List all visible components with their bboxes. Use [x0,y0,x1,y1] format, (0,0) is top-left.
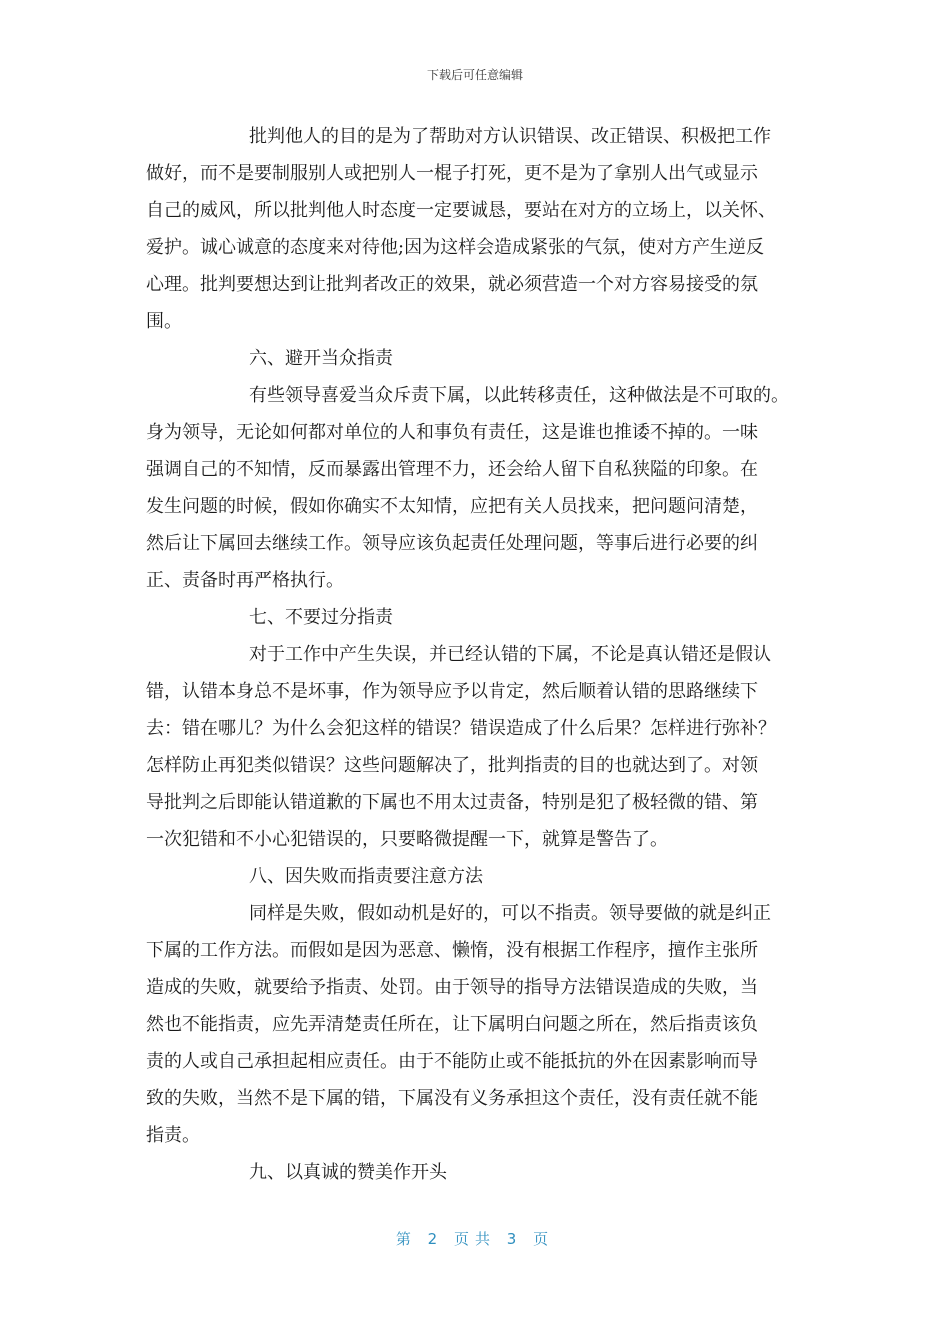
paragraph-line: 下属的工作方法。而假如是因为恶意、懒惰，没有根据工作程序，擅作主张所 [146,940,758,961]
section-heading: 八、因失败而指责要注意方法 [249,866,483,887]
paragraph-line: 有些领导喜爱当众斥责下属，以此转移责任，这种做法是不可取的。 [249,385,789,406]
paragraph-line: 然后让下属回去继续工作。领导应该负起责任处理问题，等事后进行必要的纠 [146,533,758,554]
page-number: 第 2 页共 3 页 [395,1230,555,1248]
paragraph-line: 批判他人的目的是为了帮助对方认识错误、改正错误、积极把工作 [249,126,771,147]
paragraph-line: 强调自己的不知情，反而暴露出管理不力，还会给人留下自私狭隘的印象。在 [146,459,758,480]
paragraph-line: 对于工作中产生失误，并已经认错的下属，不论是真认错还是假认 [249,644,771,665]
section-heading: 九、以真诚的赞美作开头 [249,1162,447,1183]
paragraph-line: 做好，而不是要制服别人或把别人一棍子打死，更不是为了拿别人出气或显示 [146,163,758,184]
document-body [146,118,826,1191]
section-heading: 七、不要过分指责 [249,607,393,628]
paragraph-line: 怎样防止再犯类似错误？这些问题解决了，批判指责的目的也就达到了。对领 [146,755,758,776]
paragraph-line: 身为领导，无论如何都对单位的人和事负有责任，这是谁也推诿不掉的。一味 [146,422,758,443]
paragraph-line: 造成的失败，就要给予指责、处罚。由于领导的指导方法错误造成的失败，当 [146,977,758,998]
paragraph-line: 错，认错本身总不是坏事，作为领导应予以肯定，然后顺着认错的思路继续下 [146,681,758,702]
paragraph-line: 围。 [146,311,182,332]
paragraph-line: 去：错在哪儿？为什么会犯这样的错误？错误造成了什么后果？怎样进行弥补？ [146,718,776,739]
page-header: 下载后可任意编辑 [426,68,523,82]
paragraph-line: 责的人或自己承担起相应责任。由于不能防止或不能抵抗的外在因素影响而导 [146,1051,758,1072]
paragraph-line: 指责。 [146,1125,200,1146]
paragraph-line: 一次犯错和不小心犯错误的，只要略微提醒一下，就算是警告了。 [146,829,668,850]
section-heading: 六、避开当众指责 [249,348,393,369]
paragraph-line: 正、责备时再严格执行。 [146,570,344,591]
paragraph-line: 导批判之后即能认错道歉的下属也不用太过责备，特别是犯了极轻微的错、第 [146,792,758,813]
paragraph-line: 同样是失败，假如动机是好的，可以不指责。领导要做的就是纠正 [249,903,771,924]
paragraph-line: 发生问题的时候，假如你确实不太知情，应把有关人员找来，把问题问清楚， [146,496,758,517]
paragraph-line: 致的失败，当然不是下属的错，下属没有义务承担这个责任，没有责任就不能 [146,1088,758,1109]
paragraph-line: 自己的威风，所以批判他人时态度一定要诚恳，要站在对方的立场上，以关怀、 [146,200,776,221]
paragraph-line: 心理。批判要想达到让批判者改正的效果，就必须营造一个对方容易接受的氛 [146,274,758,295]
paragraph-line: 然也不能指责，应先弄清楚责任所在，让下属明白问题之所在，然后指责该负 [146,1014,758,1035]
paragraph-line: 爱护。诚心诚意的态度来对待他;因为这样会造成紧张的气氛，使对方产生逆反 [146,237,765,258]
